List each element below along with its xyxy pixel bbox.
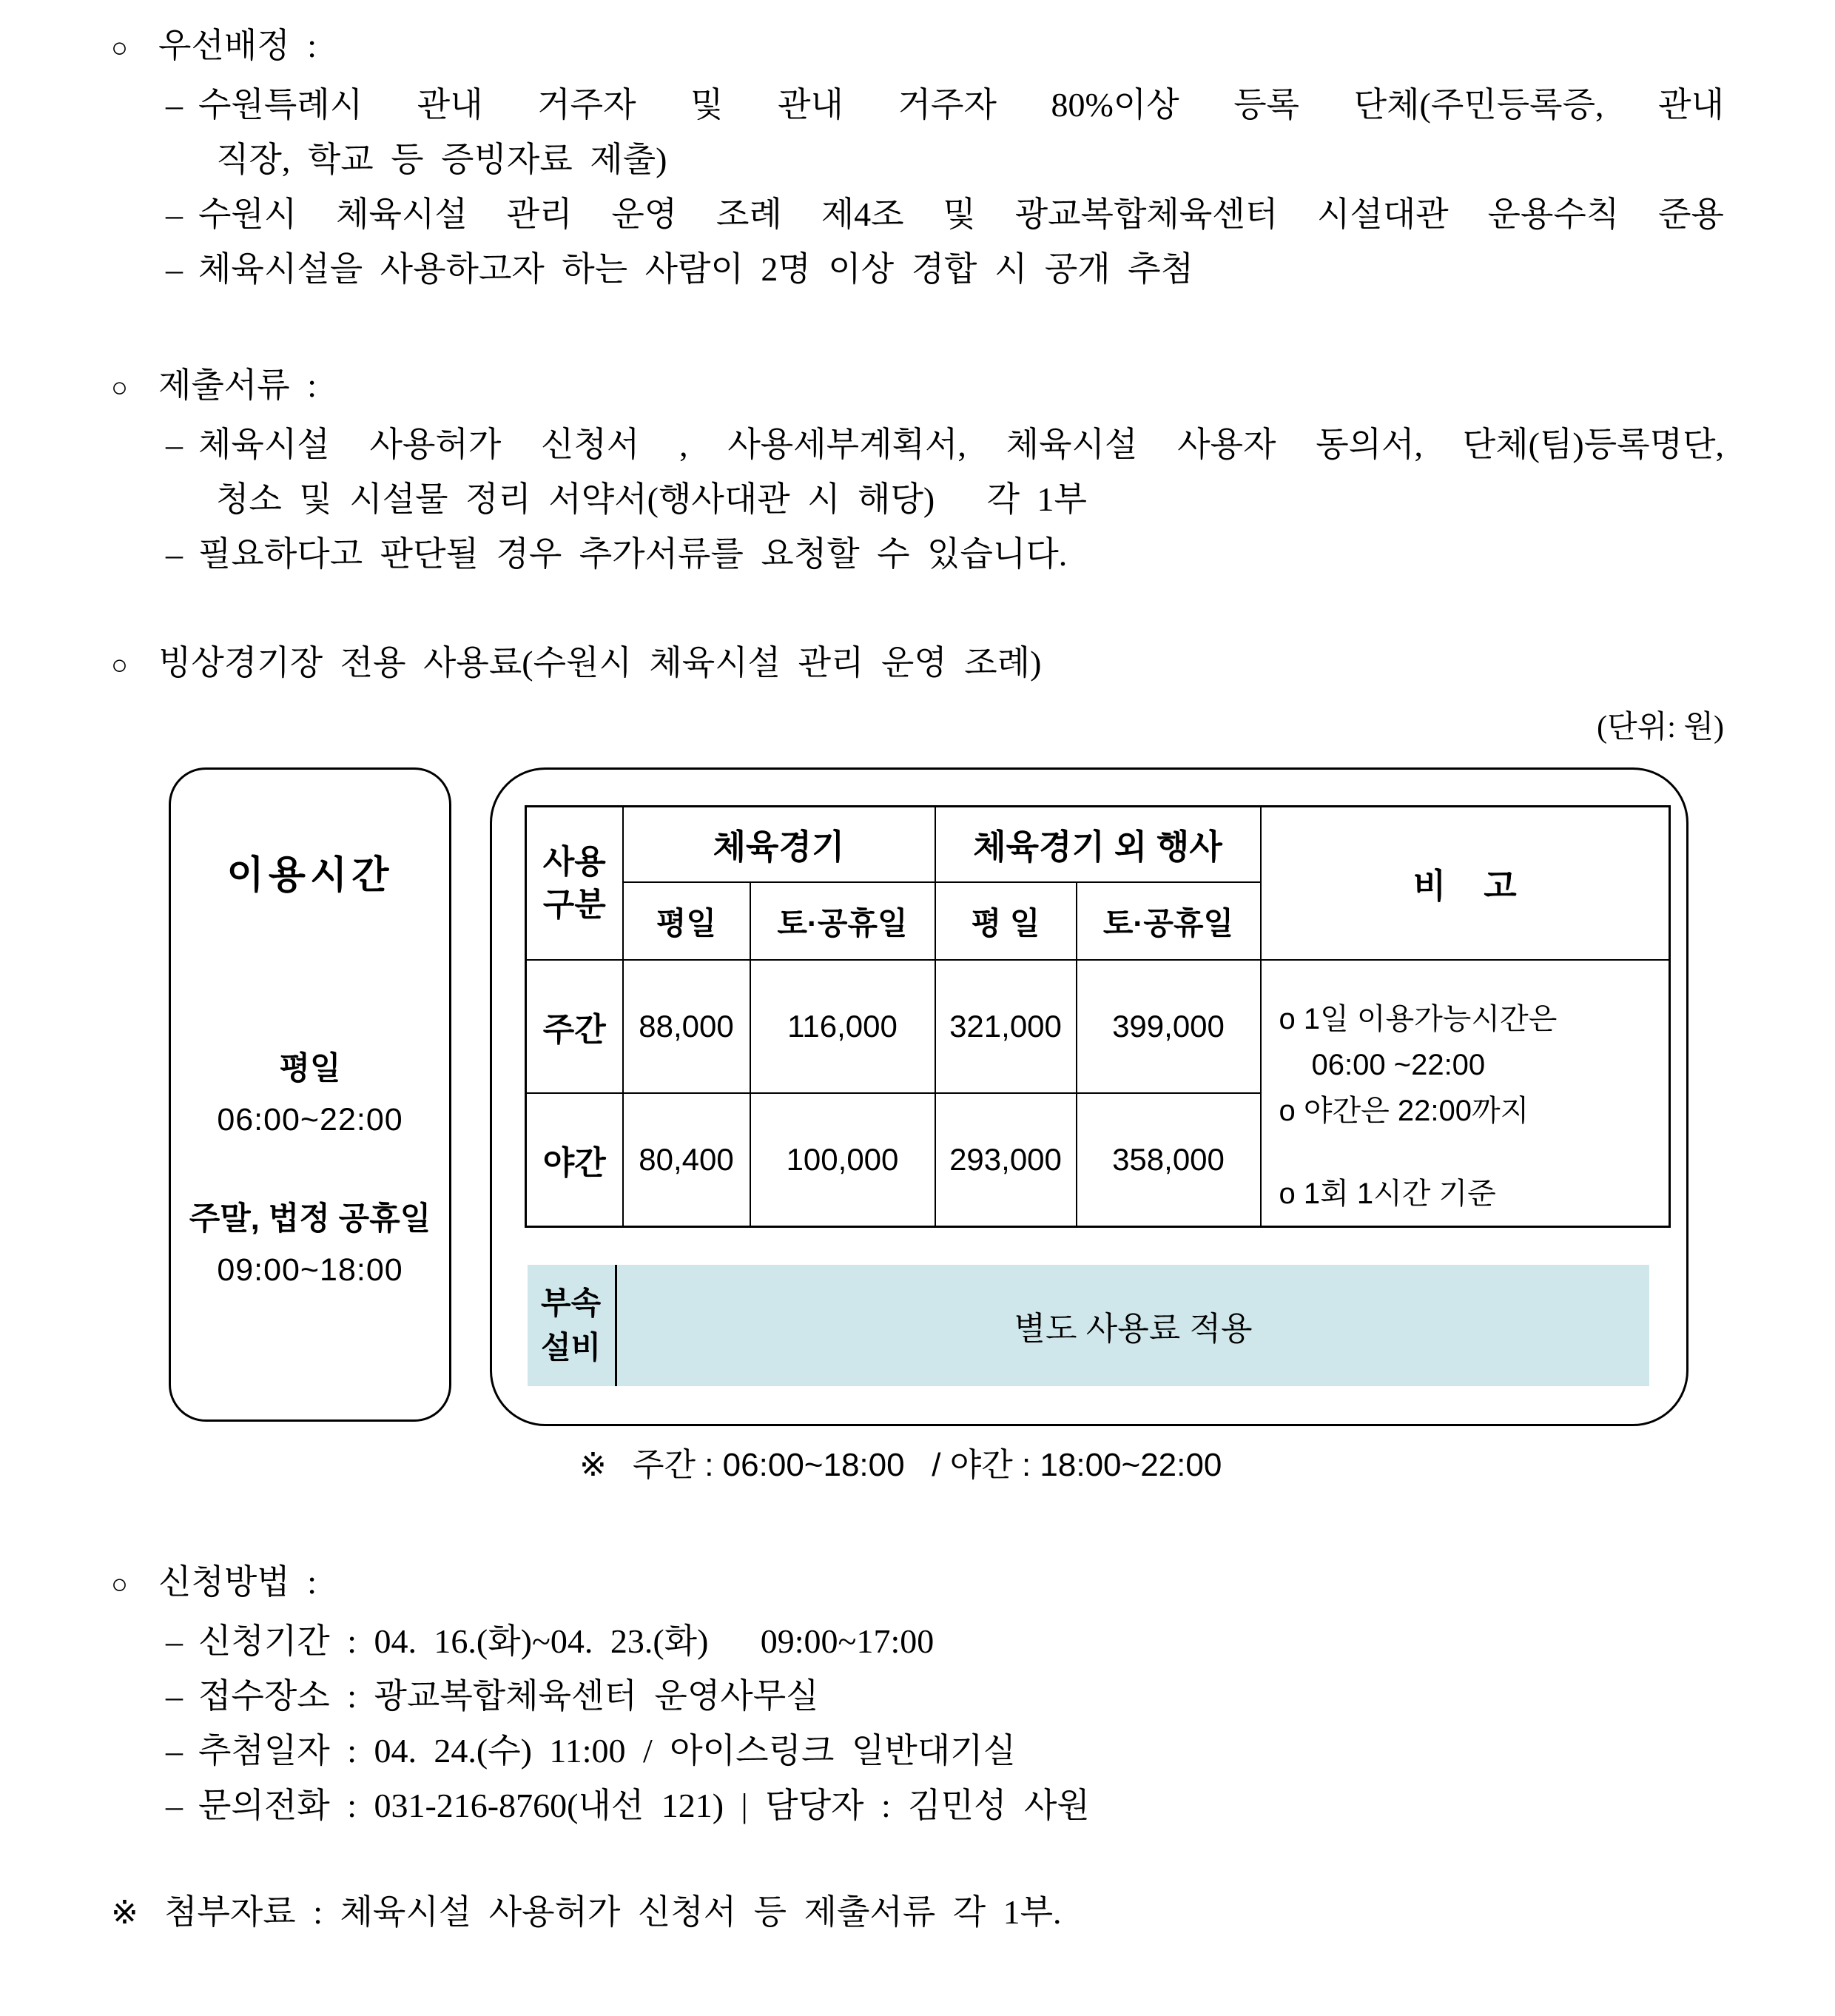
dash-bullet-icon: – bbox=[166, 86, 183, 124]
subheader-weekday-1: 평일 bbox=[623, 882, 750, 960]
documents-item-1-line-1: – 체육시설 사용허가 신청서 , 사용세부계획서, 체육시설 사용자 동의서, 단체(팀)등록명단, bbox=[111, 417, 1724, 472]
priority-item-2: – 수원시 체육시설 관리 운영 조례 제4조 및 광교복합체육센터 시설대관 운용수칙 준용 bbox=[111, 187, 1724, 242]
circle-bullet-icon: ○ bbox=[111, 33, 128, 64]
header-usage-category: 사용 구분 bbox=[526, 807, 623, 961]
priority-item-3: – 체육시설을 사용하고자 하는 사람이 2명 이상 경합 시 공개 추첨 bbox=[111, 242, 1724, 297]
header-sports-games: 체육경기 bbox=[623, 807, 935, 883]
reference-mark-icon: ※ bbox=[579, 1447, 607, 1483]
priority-item-1-line-1 bbox=[111, 78, 1724, 132]
section-title-fee: ○ 빙상경기장 전용 사용료(수원시 체육시설 관리 운영 조례) bbox=[111, 634, 1724, 695]
attachment-note: ※ 첨부자료 : 체육시설 사용허가 신청서 등 제출서류 각 1부. bbox=[111, 1885, 1724, 1941]
usage-hours-title: 이용시간 bbox=[226, 854, 394, 897]
apply-item-draw-date: – 추첨일자 : 04. 24.(수) 11:00 / 아이스링크 일반대기실 bbox=[111, 1724, 1724, 1778]
cell-value: 321,000 bbox=[935, 960, 1077, 1093]
usage-hours-box bbox=[169, 767, 451, 1422]
header-non-sports-events: 체육경기 외 행사 bbox=[935, 807, 1261, 883]
attached-equipment-row bbox=[528, 1265, 1649, 1386]
apply-item-period: – 신청기간 : 04. 16.(화)~04. 23.(화) 09:00~17:00 bbox=[111, 1614, 1724, 1669]
subheader-weekday-2: 평 일 bbox=[935, 882, 1077, 960]
cell-value: 80,400 bbox=[623, 1093, 750, 1227]
subheader-holiday-1: 토·공휴일 bbox=[750, 882, 935, 960]
fee-area bbox=[111, 767, 1724, 1445]
section-title-text: 우선배정 : bbox=[158, 27, 317, 64]
section-priority bbox=[111, 16, 1724, 297]
cell-value: 116,000 bbox=[750, 960, 935, 1093]
weekday-label: 평일 bbox=[279, 1051, 341, 1086]
cell-value: 100,000 bbox=[750, 1093, 935, 1227]
row-label-daytime: 주간 bbox=[526, 960, 623, 1093]
remark-line: o 1일 이용가능시간은 bbox=[1279, 1003, 1558, 1035]
cell-value: 358,000 bbox=[1077, 1093, 1261, 1227]
attached-equipment-note: 별도 사용료 적용 bbox=[1014, 1311, 1253, 1347]
weekday-hours: 06:00~22:00 bbox=[217, 1102, 403, 1138]
unit-label: (단위: 원) bbox=[1597, 710, 1724, 745]
subheader-holiday-2: 토·공휴일 bbox=[1077, 882, 1261, 960]
apply-item-contact: – 문의전화 : 031-216-8760(내선 121) | 담당자 : 김민성 사원 bbox=[111, 1778, 1724, 1833]
attached-equipment-label: 부속 설비 bbox=[541, 1286, 602, 1365]
priority-item-1-text: 수원특례시 관내 거주자 및 관내 거주자 80%이상 등록 단체(주민등록증, 관내 bbox=[198, 86, 1724, 124]
dash-bullet-icon: – bbox=[166, 250, 183, 288]
remark-line: 06:00 ~22:00 bbox=[1311, 1049, 1486, 1081]
fee-table bbox=[525, 805, 1671, 1228]
weekend-hours: 09:00~18:00 bbox=[217, 1252, 403, 1288]
daytime-nighttime-note: ※ 주간 : 06:00~18:00 / 야간 : 18:00~22:00 bbox=[111, 1445, 1724, 1486]
row-label-nighttime: 야간 bbox=[526, 1093, 623, 1227]
dash-bullet-icon: – bbox=[166, 1732, 183, 1770]
dash-bullet-icon: – bbox=[166, 195, 183, 233]
remark-line: o 1회 1시간 기준 bbox=[1279, 1177, 1496, 1210]
section-title-apply: ○ 신청방법 : bbox=[111, 1553, 1724, 1614]
apply-item-place: – 접수장소 : 광교복합체육센터 운영사무실 bbox=[111, 1669, 1724, 1724]
circle-bullet-icon: ○ bbox=[111, 1569, 128, 1600]
dash-bullet-icon: – bbox=[166, 1787, 183, 1824]
section-title-documents: ○ 제출서류 : bbox=[111, 356, 1724, 417]
priority-item-1-line-2: 직장, 학교 등 증빙자료 제출) bbox=[216, 141, 667, 178]
remarks-cell bbox=[1261, 960, 1670, 1227]
header-remarks: 비 고 bbox=[1261, 807, 1670, 961]
reference-mark-icon: ※ bbox=[111, 1895, 138, 1931]
circle-bullet-icon: ○ bbox=[111, 650, 128, 681]
fee-table-box bbox=[490, 767, 1688, 1426]
circle-bullet-icon: ○ bbox=[111, 372, 128, 403]
documents-item-1-line-2: 청소 및 시설물 정리 서약서(행사대관 시 해당) 각 1부 bbox=[216, 480, 1087, 518]
dash-bullet-icon: – bbox=[166, 535, 183, 573]
table-row-daytime bbox=[526, 960, 1670, 1093]
dash-bullet-icon: – bbox=[166, 1622, 183, 1660]
documents-item-2: – 필요하다고 판단될 경우 추가서류를 요청할 수 있습니다. bbox=[111, 527, 1724, 582]
weekend-label: 주말, 법정 공휴일 bbox=[189, 1201, 431, 1237]
section-documents bbox=[111, 356, 1724, 582]
cell-value: 293,000 bbox=[935, 1093, 1077, 1227]
remark-line: o 야간은 22:00까지 bbox=[1279, 1095, 1529, 1127]
dash-bullet-icon: – bbox=[166, 426, 183, 463]
dash-bullet-icon: – bbox=[166, 1677, 183, 1715]
section-apply bbox=[111, 1553, 1724, 1833]
cell-value: 399,000 bbox=[1077, 960, 1261, 1093]
cell-value: 88,000 bbox=[623, 960, 750, 1093]
section-title-priority bbox=[111, 16, 1724, 78]
